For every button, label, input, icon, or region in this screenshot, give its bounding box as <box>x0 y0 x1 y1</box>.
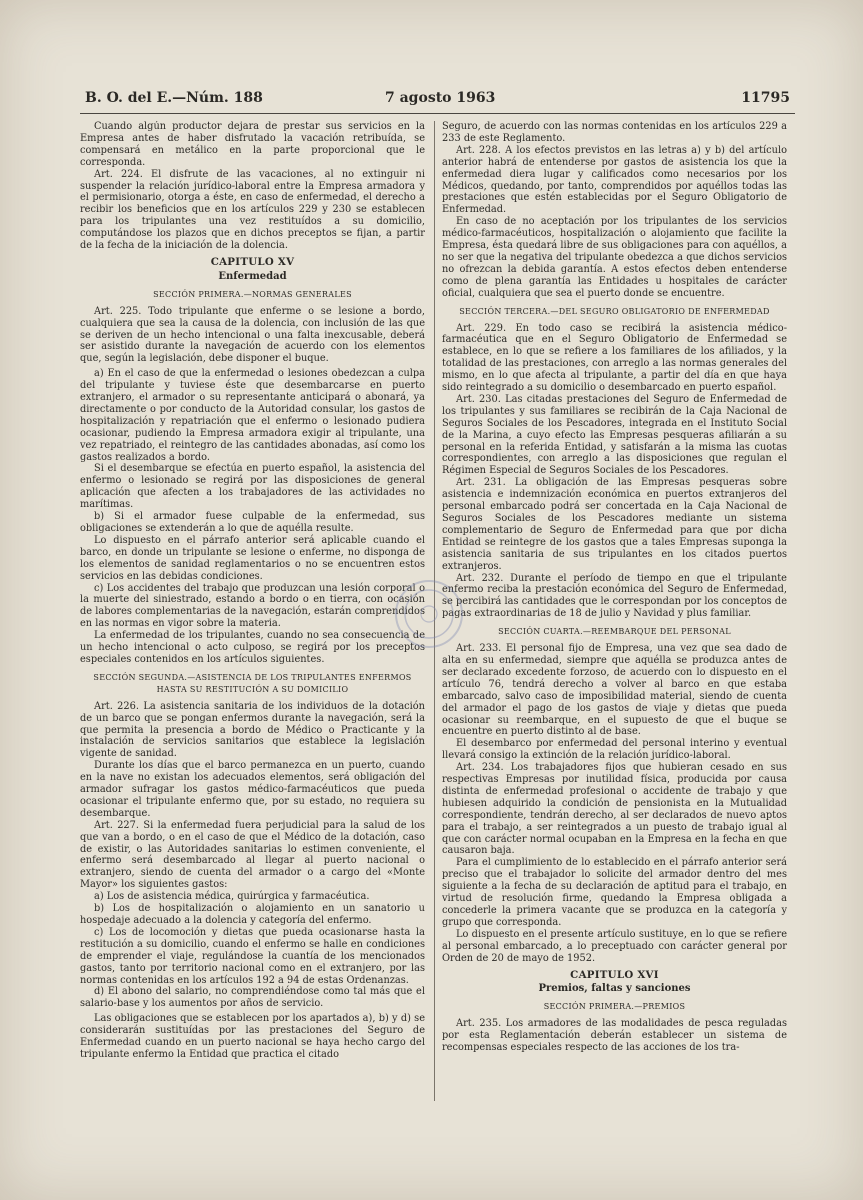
paragraph: Art. 224. El disfrute de las vacaciones, al no extinguir ni suspender la relación jurídico-laboral entre la Empresa armadora y el permisionario, otorga a éste, en caso de enfermedad, el derecho a recibir los beneficios que en los artículos 229 y 230 se establecen para los tripulantes una vez restituídos a su domicilio, computándose los plazos que en dichos preceptos se fijan, a partir de la fecha de la iniciación de la dolencia. <box>80 168 425 252</box>
paragraph: Cuando algún productor dejara de prestar sus servicios en la Empresa antes de haber disfrutado la vacación retribuída, se compensará en metálico en la parte proporcional que le corresponda. <box>80 121 425 168</box>
page-number: 11795 <box>741 90 790 106</box>
chapter-title: Premios, faltas y sanciones <box>538 983 691 995</box>
section-heading: SECCIÓN CUARTA.—REEMBARQUE DEL PERSONAL <box>498 627 731 637</box>
paragraph: b) Si el armador fuese culpable de la enfermedad, sus obligaciones se extenderán a lo que de aquélla resulte. <box>80 511 425 534</box>
page-header <box>85 90 790 112</box>
paragraph: Art. 232. Durante el período de tiempo en que el tripulante enfermo reciba la prestación económica del Seguro de Enfermedad, se percibirá las cantidades que le correspondan por los conceptos de pagas extraordinarias de 18 de julio y Navidad y plus familiar. <box>442 572 787 620</box>
paragraph: Art. 235. Los armadores de las modalidades de pesca reguladas por esta Reglamentación deberán establecer un sistema de recompensas especiales respecto de las acciones de los tra- <box>442 1018 787 1054</box>
paragraph: Para el cumplimiento de lo establecido en el párrafo anterior será preciso que el trabajador lo solicite del armador dentro del mes siguiente a la fecha de su declaración de aptitud para el trabajo, en virtud de resolución firme, quedando la Empresa obligada a concederle la primera vacante que se produzca en la categoría y grupo que corresponda. <box>442 857 787 928</box>
paragraph: Si el desembarque se efectúa en puerto español, la asistencia del enfermo o lesionado se regirá por las disposiciones de general aplicación que afecten a los trabajadores de las actividades no marítimas. <box>80 463 425 511</box>
paragraph: d) El abono del salario, no comprendiéndose como tal más que el salario-base y los aumentos por años de servicio. <box>80 986 425 1010</box>
paragraph: Durante los días que el barco permanezca en un puerto, cuando en la nave no existan los adecuados elementos, será obligación del armador sufragar los gastos médico-farmacéuticos que pueda ocasionar el tripulante enfermo que, por su estado, no requiera su desembarque. <box>80 760 425 819</box>
chapter-heading: CAPITULO XV <box>210 255 295 268</box>
paragraph: Las obligaciones que se establecen por los apartados a), b) y d) se considerarán sustituídas por las prestaciones del Seguro de Enfermedad cuando en un puerto nacional se haya hecho cargo del tripulante enfermo la Entidad que practica el citado <box>80 1013 425 1060</box>
section-heading: SECCIÓN PRIMERA.—NORMAS GENERALES <box>153 289 352 299</box>
paragraph: Art. 226. La asistencia sanitaria de los individuos de la dotación de un barco que se pongan enfermos durante la navegación, será la que permita la presencia a bordo de Médico o Practicante y la instalación de servicios sanitarios que establece la legislación vigente de sanidad. <box>80 700 425 760</box>
paragraph: a) Los de asistencia médica, quirúrgica y farmacéutica. <box>94 891 370 903</box>
paragraph: La enfermedad de los tripulantes, cuando no sea consecuencia de un hecho intencional o acto culposo, se regirá por los preceptos especiales contenidos en los artículos siguientes. <box>80 630 425 665</box>
paragraph: Art. 229. En todo caso se recibirá la asistencia médico-farmacéutica que en el Seguro Obligatorio de Enfermedad se establece, en lo que se refiere a los familiares de los afiliados, y la totalidad de las prestaciones, con arreglo a las normas generales del mismo, en lo que afecta al tripulante, a partir del día en que haya sido reintegrado a su domicilio o desembarcado en puerto español. <box>442 322 787 394</box>
paragraph: Art. 225. Todo tripulante que enferme o se lesione a bordo, cualquiera que sea la causa de la dolencia, con inclusión de las que se deriven de un hecho intencional o una falta inexcusable, deberá ser asistido durante la navegación de acuerdo con los elementos que, según la legislación, debe disponer el buque. <box>80 305 425 365</box>
left-column <box>80 121 425 1121</box>
chapter-title: Enfermedad <box>218 270 287 282</box>
section-heading: SECCIÓN PRIMERA.—PREMIOS <box>543 1002 686 1012</box>
paragraph: c) Los de locomoción y dietas que pueda ocasionarse hasta la restitución a su domicilio, cuando el enfermo se halle en condiciones de emprender el viaje, regulándose la cuantía de los mencionados gastos, tanto por territorio nacional como en el extranjero, por las normas contenidas en los artículos 192 a 94 de estas Ordenanzas. <box>80 926 425 986</box>
right-column <box>442 121 787 1121</box>
paragraph: En caso de no aceptación por los tripulantes de los servicios médico-farmacéuticos, hospitalización o alojamiento que facilite la Empresa, ésta quedará libre de sus obligaciones para con aquéllos, a no ser que la negativa del tripulante obedezca a que dichos servicios no ofrezcan la debida garantía. A estos efectos deben entenderse como de plena garantía las Entidades u hospitales de carácter oficial, cualquiera que sea el puerto donde se encuentre. <box>442 216 787 299</box>
paragraph: El desembarco por enfermedad del personal interino y eventual llevará consigo la extinción de la relación jurídico-laboral. <box>442 738 787 762</box>
paragraph: a) En el caso de que la enfermedad o lesiones obedezcan a culpa del tripulante y tuviese éste que desembarcarse en puerto extranjero, el armador o su representante anticipará o abonará, ya directamente o por conducto de la Autoridad consular, los gastos de hospitalización y repatriación que el enfermo o lesionado pudiera ocasionar, pudiendo la Empresa armadora exigir al tripulante, una vez repatriado, el reintegro de las cantidades abonadas, así como los gastos realizados a bordo. <box>80 368 425 463</box>
paragraph: Lo dispuesto en el presente artículo sustituye, en lo que se refiere al personal embarcado, a lo preceptuado con carácter general por Orden de 20 de mayo de 1952. <box>442 928 787 964</box>
paragraph: b) Los de hospitalización o alojamiento en un sanatorio u hospedaje adecuado a la dolencia y categoría del enfermo. <box>80 903 425 926</box>
paragraph: Seguro, de acuerdo con las normas contenidas en los artículos 229 a 233 de este Reglamento. <box>442 121 787 144</box>
bulletin-number: B. O. del E.—Núm. 188 <box>85 90 263 106</box>
header-rule <box>80 113 795 114</box>
library-stamp-icon <box>395 580 463 648</box>
paragraph: Art. 231. La obligación de las Empresas pesqueras sobre asistencia e indemnización económica en puertos extranjeros del personal embarcado podrá ser concertada en la Caja Nacional de Seguros Sociales de los Pescadores mediante un sistema complementario de Seguro de Enfermedad para que por dicha Entidad se reintegre de los gastos que a tales Empresas suponga la asistencia sanitaria de sus tripulantes en los citados puertos extranjeros. <box>442 477 787 572</box>
section-heading: SECCIÓN SEGUNDA.—ASISTENCIA DE LOS TRIPULANTES ENFERMOS HASTA SU RESTITUCIÓN A SU DOMICILIO <box>93 672 412 694</box>
paragraph: c) Los accidentes del trabajo que produzcan una lesión corporal o la muerte del siniestrado, estando a bordo o en tierra, con ocasión de labores complementarias de la navegación, estarán comprendidos en las normas en vigor sobre la materia. <box>80 582 425 630</box>
paragraph: Art. 228. A los efectos previstos en las letras a) y b) del artículo anterior habrá de entenderse por gastos de asistencia los que la enfermedad diera lugar y calificados como necesarios por los Médicos, quedando, por tanto, comprendidos por aquéllos todas las prestaciones que estén establecidas por el Seguro Obligatorio de Enfermedad. <box>442 144 787 216</box>
section-heading: SECCIÓN TERCERA.—DEL SEGURO OBLIGATORIO DE ENFERMEDAD <box>459 306 770 316</box>
paragraph: Art. 230. Las citadas prestaciones del Seguro de Enfermedad de los tripulantes y sus familiares se recibirán de la Caja Nacional de Seguros Sociales de los Pescadores, integrada en el Instituto Social de la Marina, a cuyo efecto las Empresas pesqueras afiliarán a su personal en la referida Entidad, y satisfarán a la misma las cuotas correspondientes, con arreglo a las disposiciones que regulan el Régimen Especial de Seguros Sociales de los Pescadores. <box>442 393 787 477</box>
paragraph: Art. 234. Los trabajadores fijos que hubieran cesado en sus respectivas Empresas por inutilidad física, producida por causa distinta de enfermedad profesional o accidente de trabajo y que hubiesen adquirido la condición de pensionista en la Mutualidad correspondiente, tendrán derecho, al ser declarados de nuevo aptos para el trabajo, a ser reintegrados a un puesto de trabajo igual al que con carácter normal ocupaban en la Empresa en la fecha en que causaron baja. <box>442 762 787 857</box>
paragraph: Art. 227. Si la enfermedad fuera perjudicial para la salud de los que van a bordo, o en el caso de que el Médico de la dotación, caso de existir, o las Autoridades sanitarias lo estimen conveniente, el enfermo será desembarcado al llegar al puerto nacional o extranjero, siendo de cuenta del armador o a cargo del «Monte Mayor» los siguientes gastos: <box>80 819 425 891</box>
paragraph: Lo dispuesto en el párrafo anterior será aplicable cuando el barco, en donde un tripulante se lesione o enferme, no disponga de los elementos de sanidad reglamentarios o no se encuentren estos servicios en las debidas condiciones. <box>80 534 425 582</box>
chapter-heading: CAPITULO XVI <box>570 968 659 981</box>
publication-date: 7 agosto 1963 <box>385 90 496 106</box>
paragraph: Art. 233. El personal fijo de Empresa, una vez que sea dado de alta en su enfermedad, siempre que aquélla se produzca antes de ser declarado excedente forzoso, de acuerdo con lo dispuesto en el artículo 76, tendrá derecho a volver al barco en que estaba embarcado, salvo caso de imposibilidad material, siendo de cuenta del armador el pago de los gastos de viaje y dietas que pueda ocasionar su reembarque, en el supuesto de que el buque se encuentre en puerto distinto al de base. <box>442 643 787 738</box>
